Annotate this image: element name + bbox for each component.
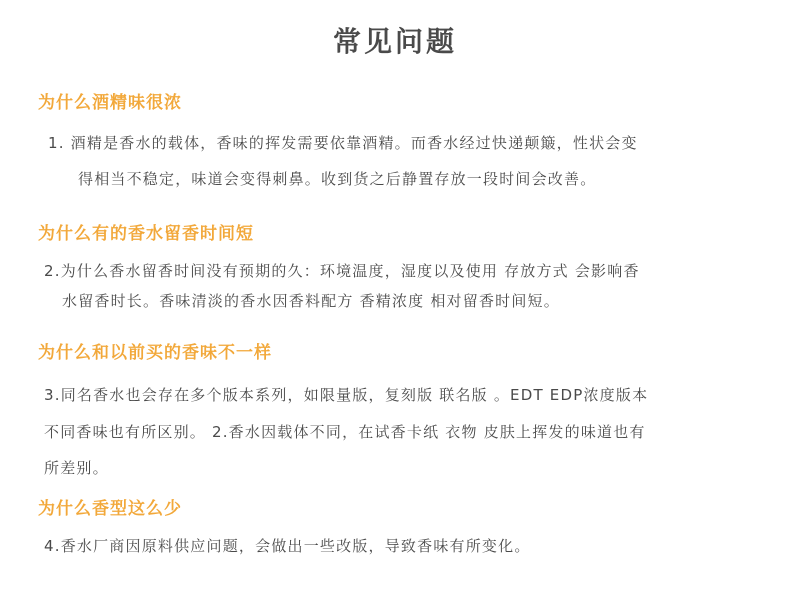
faq-answer-2-line-1: 2.为什么香水留香时间没有预期的久：环境温度，湿度以及使用 存放方式 会影响香 xyxy=(44,262,640,280)
faq-question-2: 为什么有的香水留香时间短 xyxy=(38,224,254,244)
faq-question-4: 为什么香型这么少 xyxy=(38,499,182,519)
faq-answer-4-line-1: 4.香水厂商因原料供应问题，会做出一些改版，导致香味有所变化。 xyxy=(44,537,531,555)
faq-answer-3-line-1: 3.同名香水也会存在多个版本系列，如限量版，复刻版 联名版 。EDT EDP浓度版本 xyxy=(44,386,649,404)
faq-question-1: 为什么酒精味很浓 xyxy=(38,93,182,113)
faq-question-3: 为什么和以前买的香味不一样 xyxy=(38,343,272,363)
faq-answer-3-line-3: 所差别。 xyxy=(44,459,109,477)
faq-answer-1-line-1: 1. 酒精是香水的载体，香味的挥发需要依靠酒精。而香水经过快递颠簸，性状会变 xyxy=(48,134,638,152)
faq-answer-2-line-2: 水留香时长。香味清淡的香水因香料配方 香精浓度 相对留香时间短。 xyxy=(62,292,560,310)
faq-answer-1-line-2: 得相当不稳定，味道会变得刺鼻。收到货之后静置存放一段时间会改善。 xyxy=(78,170,597,188)
faq-answer-3-line-2: 不同香味也有所区别。 2.香水因载体不同，在试香卡纸 衣物 皮肤上挥发的味道也有 xyxy=(44,423,646,441)
page-title: 常见问题 xyxy=(332,25,457,58)
